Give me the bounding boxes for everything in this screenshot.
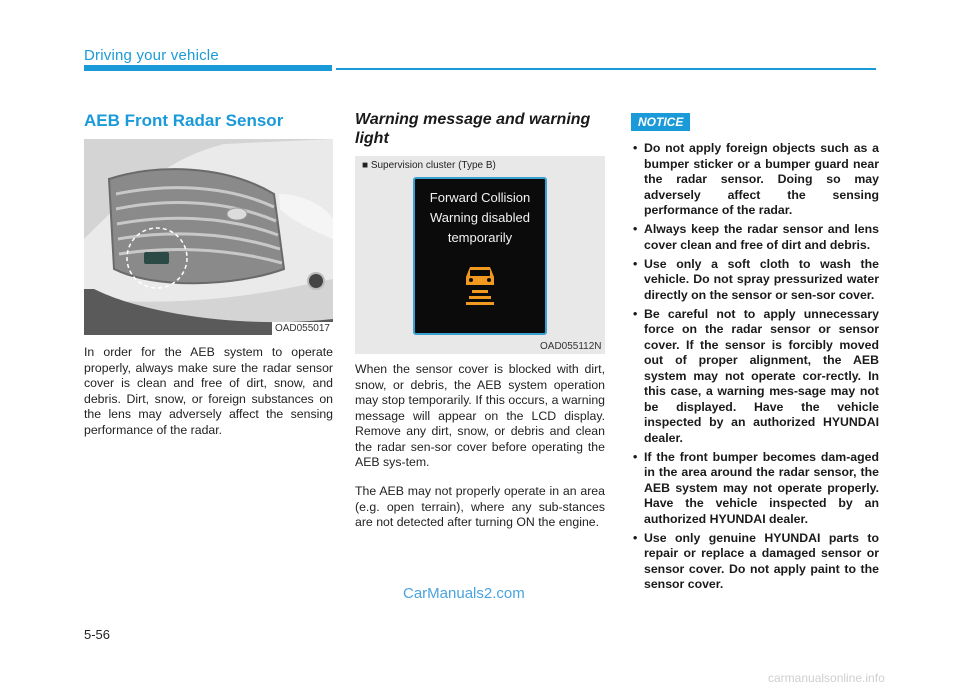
- forward-collision-warning-icon: [461, 263, 499, 311]
- section-title-radar-sensor: AEB Front Radar Sensor: [84, 111, 284, 130]
- page-number: 5-56: [84, 627, 111, 642]
- notice-item: • Be careful not to apply unnecessary force on the radar sensor or sensor cover. If the sensor is forcibly moved out of proper alignment, the AEB system may not operate cor-rectly. In this case, a warning mes-sage may not be displayed. Have the vehicle inspected by an authorized HYUNDAI dealer.: [631, 307, 879, 447]
- watermark-link[interactable]: CarManuals2.com: [403, 585, 525, 602]
- notice-item: • Use only genuine HYUNDAI parts to repair or replace a damaged sensor or sensor cover. Do not apply paint to the sensor cover.: [631, 531, 879, 593]
- radar-sensor-paragraph: In order for the AEB system to operate properly, always make sure the radar sensor cover is clean and free of dirt, snow, and debris. Dirt, snow, or foreign substances on the lens may adversely affect the sensing performance of the radar.: [84, 345, 333, 437]
- warning-paragraph-2: The AEB may not properly operate in an area (e.g. open terrain), where any sub-stances are not detected after turning ON the engine.: [355, 484, 605, 529]
- lcd-line-2: Warning disabled: [430, 210, 530, 225]
- header-rule-thick: [84, 65, 332, 71]
- section-title-warning: Warning message and warning light: [355, 111, 591, 147]
- lcd-warning-message: [415, 188, 545, 248]
- site-watermark: carmanualsonline.info: [768, 671, 885, 685]
- image-code-tag: OAD055017: [272, 322, 333, 335]
- notice-item: • Do not apply foreign objects such as a bumper sticker or a bumper guard near the radar sensor. Doing so may adversely affect the sensing performance of the radar.: [631, 141, 879, 219]
- cluster-image-code-tag: OAD055112N: [540, 341, 602, 352]
- radar-sensor-cover: [144, 252, 169, 264]
- notice-badge: NOTICE: [631, 113, 690, 131]
- car-front-illustration: [84, 139, 333, 335]
- notice-list: [631, 141, 879, 596]
- notice-item: • If the front bumper becomes dam-aged in the area around the radar sensor, the AEB system may not operate properly. Have the vehicle inspected by an authorized HYUNDAI dealer.: [631, 450, 879, 528]
- lcd-line-3: temporarily: [447, 230, 513, 245]
- lcd-display-screen: [413, 177, 547, 335]
- header-rule-thin: [336, 68, 876, 70]
- radar-sensor-photo: [84, 139, 333, 335]
- notice-item: • Use only a soft cloth to wash the vehicle. Do not spray pressurized water directly on the sensor or sen-sor cover.: [631, 257, 879, 304]
- warning-paragraph-1: When the sensor cover is blocked with dirt, snow, or debris, the AEB system operation may stop temporarily. If this occurs, a warning message will appear on the LCD display. Remove any dirt, snow, or debris and clean the radar sen-sor cover before operating the AEB sys-tem.: [355, 362, 605, 469]
- lcd-line-1: Forward Collision: [429, 190, 531, 205]
- notice-item: • Always keep the radar sensor and lens cover clean and free of dirt and debris.: [631, 222, 879, 253]
- cluster-type-label: ■ Supervision cluster (Type B): [362, 160, 496, 171]
- section-header-title: Driving your vehicle: [84, 47, 219, 64]
